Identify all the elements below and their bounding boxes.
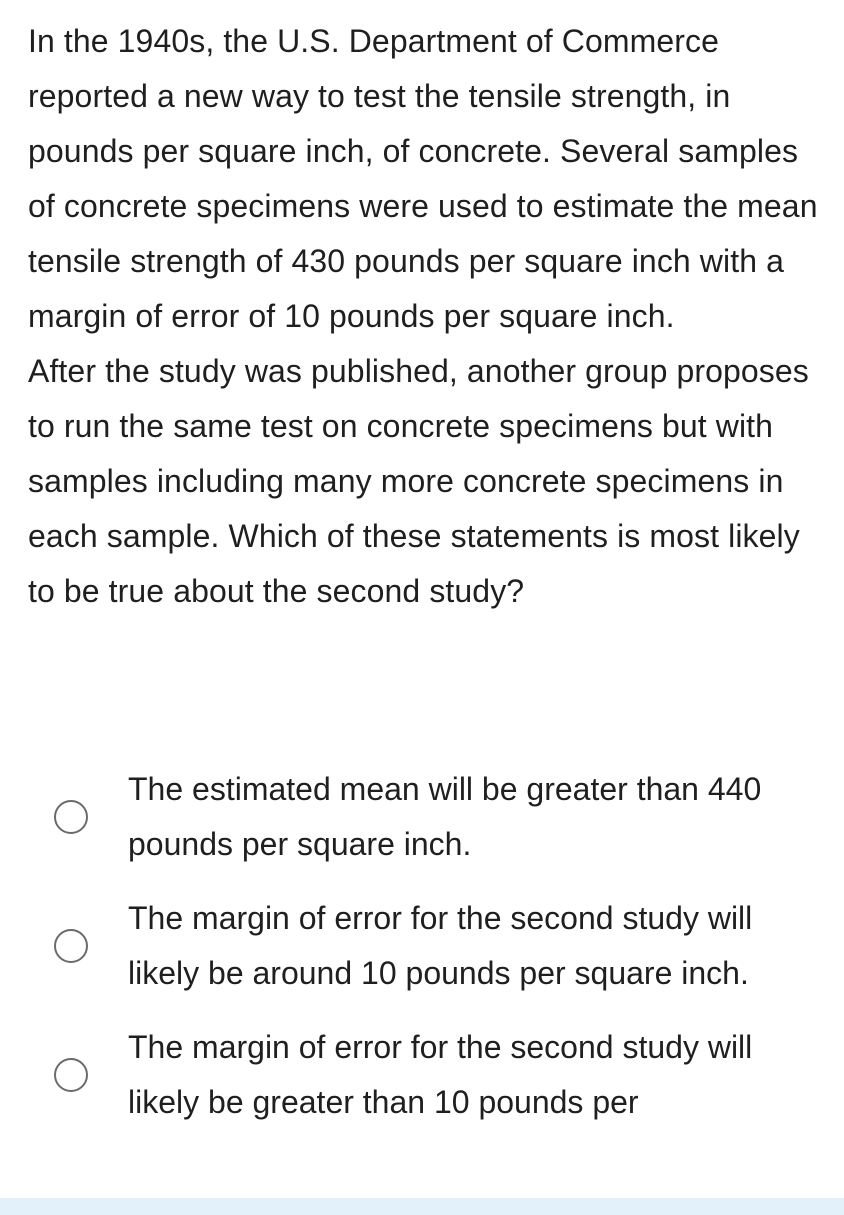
bottom-bar — [0, 1198, 844, 1215]
radio-button-c[interactable] — [54, 1058, 88, 1092]
question-paragraph-1: In the 1940s, the U.S. Department of Commerce reported a new way to test the tensile strength, in pounds per square inch, of concrete. Several samples of concrete specimens were used to estimate the mean tensile strength of 430 pounds per square inch with a margin of error of 10 pounds per square inch. — [28, 23, 818, 334]
question-text — [28, 14, 828, 619]
radio-button-b[interactable] — [54, 929, 88, 963]
radio-button-a[interactable] — [54, 800, 88, 834]
answer-option-b[interactable] — [0, 891, 844, 1001]
answer-option-a[interactable] — [0, 762, 844, 872]
answer-options — [0, 762, 844, 1149]
question-paragraph-2: After the study was published, another group proposes to run the same test on concrete specimens but with samples including many more concrete specimens in each sample. Which of these statements is most likely to be true about the second study? — [28, 353, 809, 609]
answer-option-c[interactable] — [0, 1020, 844, 1130]
answer-option-b-text: The margin of error for the second study will likely be around 10 pounds per square inch. — [128, 900, 753, 991]
answer-option-a-text: The estimated mean will be greater than 440 pounds per square inch. — [128, 771, 762, 862]
answer-option-c-text: The margin of error for the second study will likely be greater than 10 pounds per — [128, 1029, 753, 1120]
